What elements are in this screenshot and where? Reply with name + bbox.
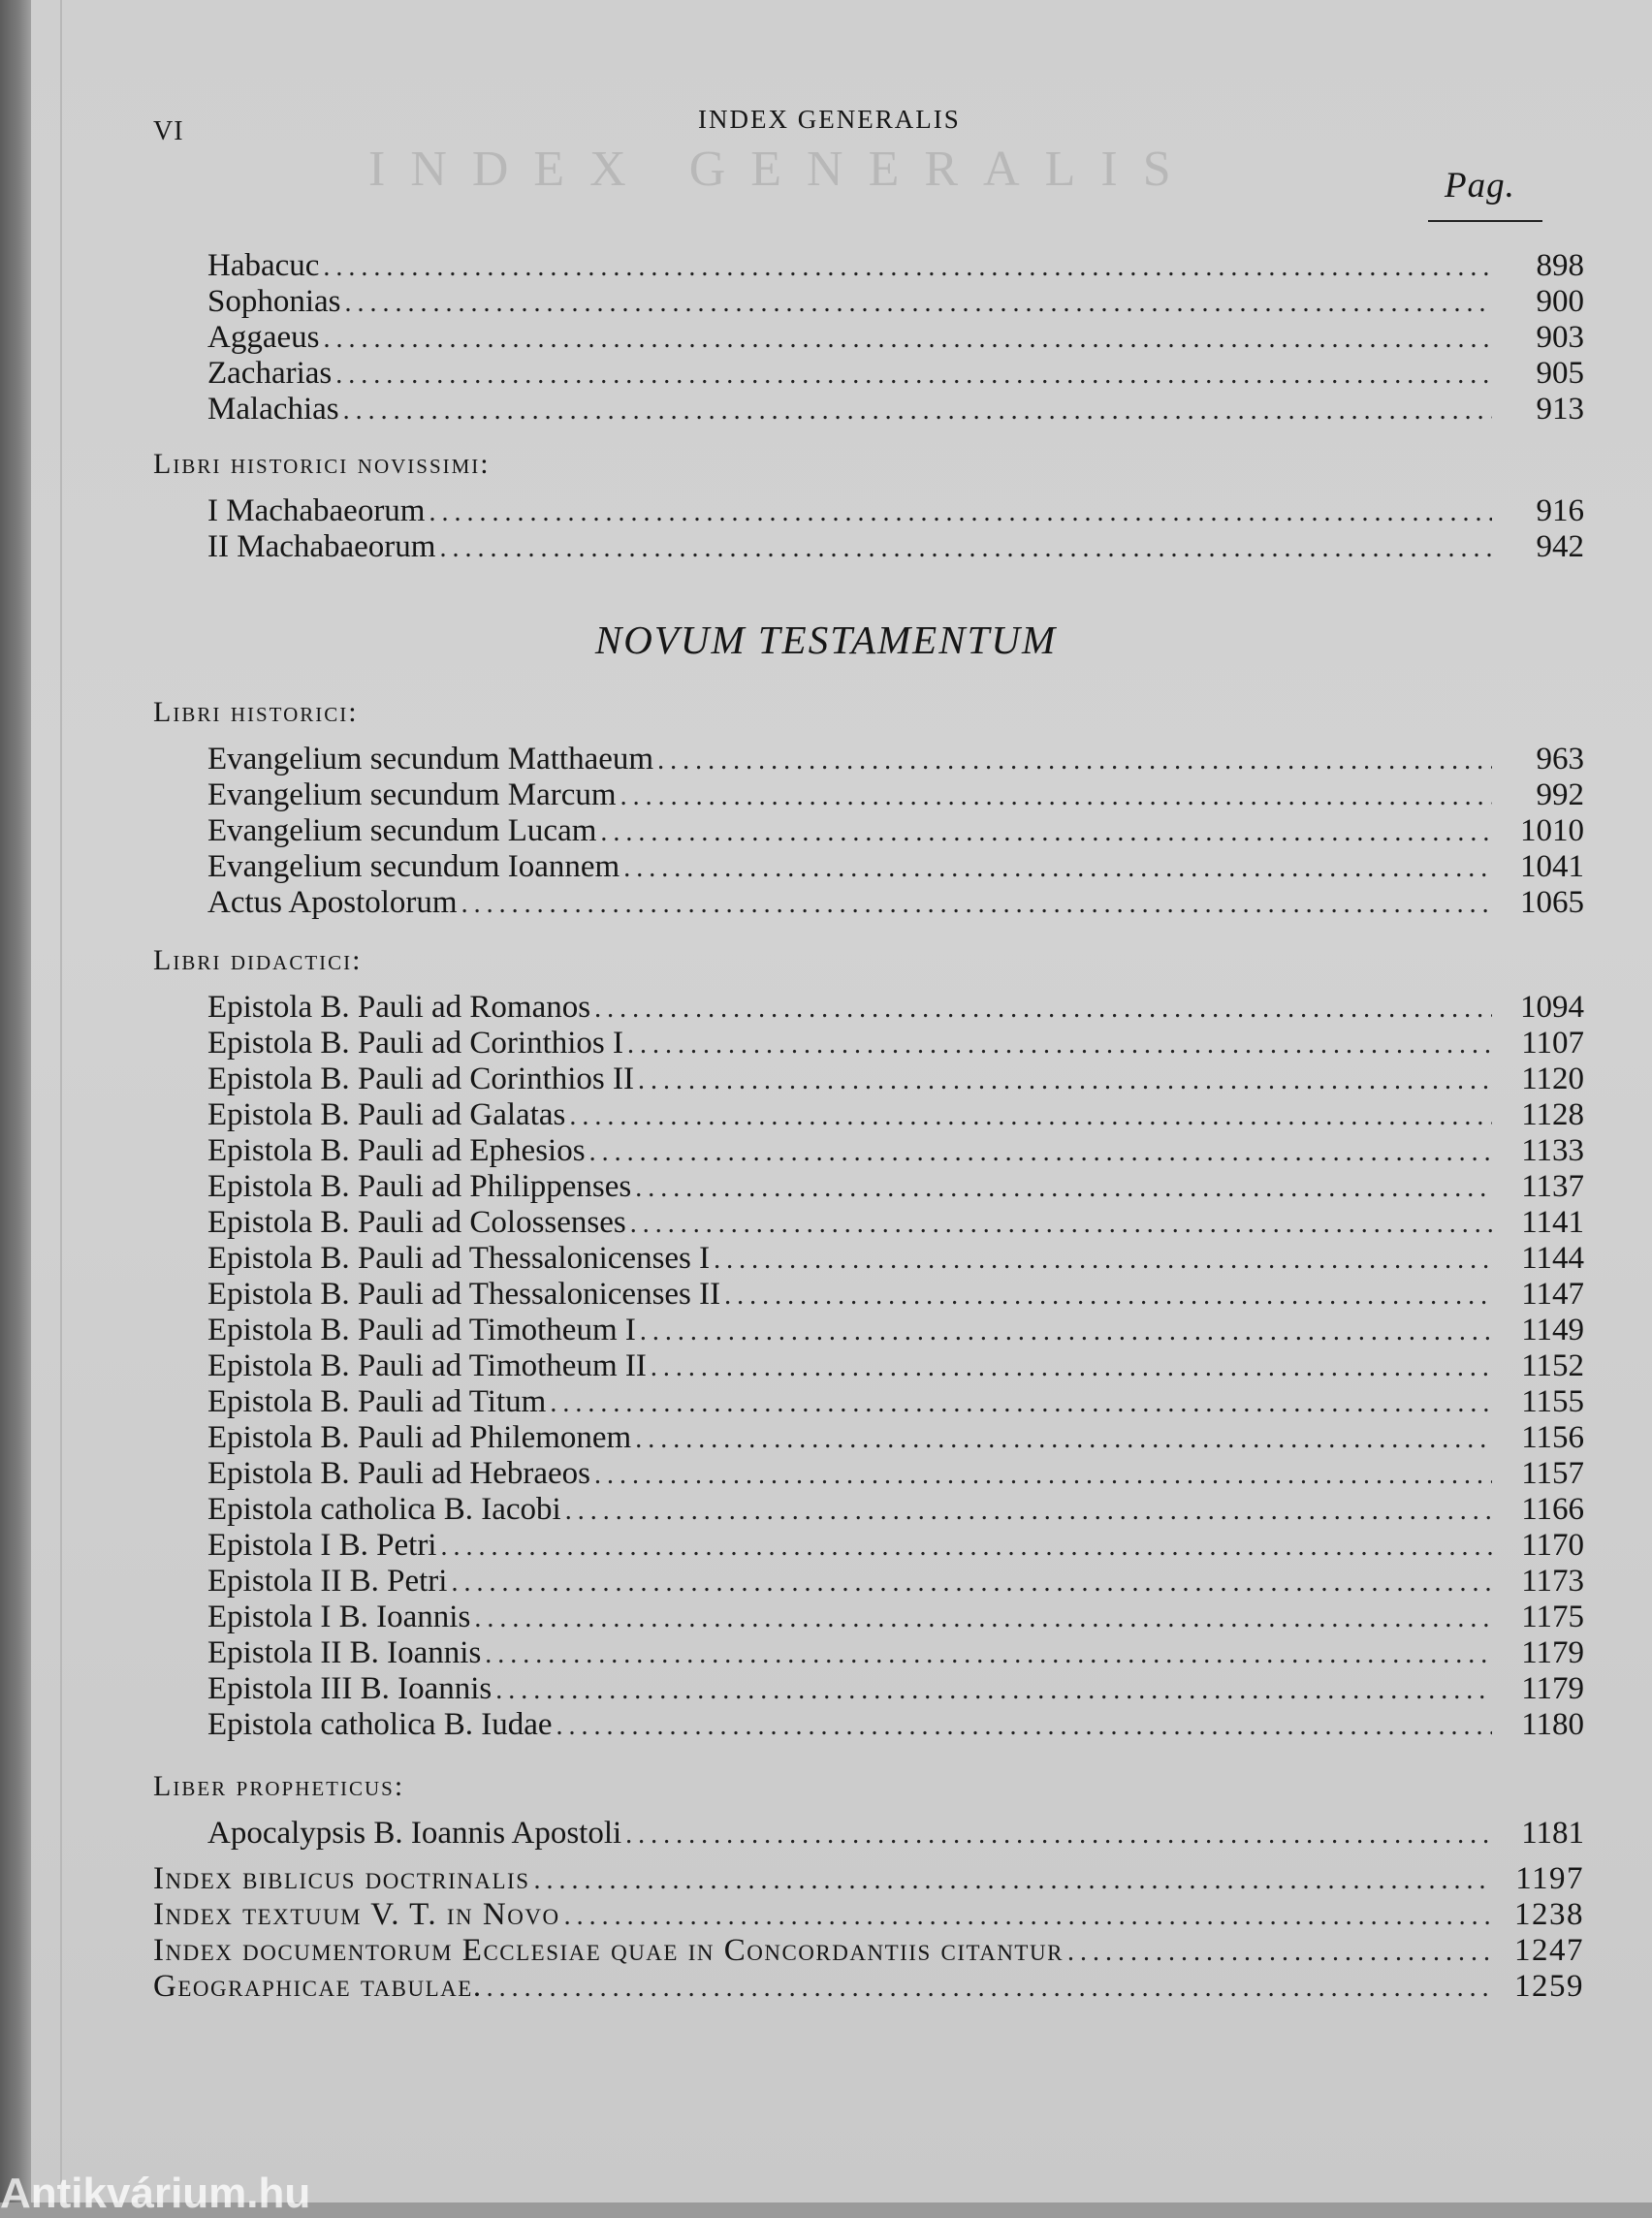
toc-entry[interactable]: [207, 391, 1584, 428]
toc-entry-page: 1179: [1521, 1671, 1584, 1706]
toc-entry[interactable]: [207, 1706, 1584, 1743]
toc-entry[interactable]: [207, 1276, 1584, 1313]
toc-entry-label: Geographicae tabulae.: [153, 1969, 483, 2004]
toc-entry[interactable]: [207, 848, 1584, 885]
dot-leader: [594, 991, 1492, 1028]
toc-entry-page: 1094: [1520, 990, 1584, 1025]
toc-entry-label: Epistola B. Pauli ad Philemonem: [207, 1420, 632, 1455]
dot-leader: [569, 1098, 1492, 1135]
dot-leader: [461, 886, 1492, 923]
toc-entry-page: 1173: [1521, 1564, 1584, 1599]
toc-entry-page: 1065: [1520, 885, 1584, 920]
dot-leader: [589, 1134, 1492, 1171]
novum-testamentum-title: NOVUM TESTAMENTUM: [594, 618, 1058, 662]
dot-leader: [714, 1242, 1492, 1279]
toc-entry-page: 905: [1536, 356, 1584, 391]
running-head: INDEX GENERALIS: [698, 105, 961, 134]
toc-entry[interactable]: [207, 776, 1584, 813]
bleed-through-title: INDEX GENERALIS: [368, 142, 1196, 197]
toc-entry-label: Epistola B. Pauli ad Thessalonicenses I: [207, 1241, 711, 1276]
toc-entry-page: 1179: [1521, 1635, 1584, 1670]
dot-leader: [495, 1672, 1492, 1709]
toc-entry-page: 1120: [1521, 1061, 1584, 1096]
toc-entry-page: 1238: [1514, 1897, 1584, 1932]
pag-column-label: Pag.: [1445, 166, 1515, 206]
toc-index-entry[interactable]: [153, 1896, 1584, 1933]
dot-leader: [335, 357, 1492, 394]
toc-entry-label: Index textuum V. T. in Novo: [153, 1897, 560, 1932]
dot-leader: [623, 850, 1492, 887]
dot-leader: [487, 1970, 1492, 2007]
toc-entry[interactable]: [207, 1527, 1584, 1564]
toc-entry-label: II Machabaeorum: [207, 529, 436, 564]
toc-entry-page: 913: [1536, 392, 1584, 427]
toc-entry-page: 1041: [1520, 849, 1584, 884]
dot-leader: [635, 1421, 1492, 1458]
toc-index-entry[interactable]: [153, 1932, 1584, 1969]
toc-entry-label: Epistola B. Pauli ad Galatas: [207, 1097, 566, 1132]
toc-entry[interactable]: [207, 1670, 1584, 1707]
toc-entry-label: Evangelium secundum Matthaeum: [207, 742, 654, 776]
toc-entry-page: 1259: [1514, 1969, 1584, 2004]
toc-entry-label: Evangelium secundum Lucam: [207, 813, 597, 848]
toc-entry-label: Evangelium secundum Ioannem: [207, 849, 620, 884]
dot-leader: [565, 1493, 1492, 1530]
toc-entry[interactable]: [207, 1491, 1584, 1528]
toc-entry-label: Epistola B. Pauli ad Romanos: [207, 990, 591, 1025]
toc-entry[interactable]: [207, 1096, 1584, 1133]
dot-leader: [651, 1349, 1492, 1386]
toc-entry-label: Zacharias: [207, 356, 333, 391]
dot-leader: [550, 1385, 1492, 1422]
section-heading-historici: Libri historici:: [153, 696, 359, 728]
toc-entry-label: Sophonias: [207, 284, 341, 319]
toc-entry-label: Epistola II B. Ioannis: [207, 1635, 482, 1670]
toc-entry-label: Epistola B. Pauli ad Ephesios: [207, 1133, 586, 1168]
toc-entry[interactable]: [207, 1025, 1584, 1061]
toc-entry[interactable]: [207, 1634, 1584, 1671]
toc-entry-page: 1144: [1521, 1241, 1584, 1276]
toc-entry[interactable]: [207, 1061, 1584, 1097]
dot-leader: [620, 778, 1492, 815]
toc-entry-page: 1247: [1514, 1933, 1584, 1968]
watermark: Antikvárium.hu: [0, 2170, 311, 2217]
book-spine-shadow: [0, 0, 31, 2202]
toc-entry-label: Epistola B. Pauli ad Corinthios I: [207, 1026, 623, 1061]
dot-leader: [594, 1457, 1492, 1494]
toc-entry-label: Epistola B. Pauli ad Timotheum II: [207, 1348, 647, 1383]
toc-entry-label: Apocalypsis B. Ioannis Apostoli: [207, 1816, 622, 1851]
dot-leader: [439, 530, 1492, 567]
dot-leader: [657, 743, 1492, 779]
toc-entry[interactable]: [207, 1815, 1584, 1852]
toc-entry[interactable]: [207, 1347, 1584, 1384]
toc-entry-page: 1181: [1521, 1816, 1584, 1851]
toc-entry-label: Actus Apostolorum: [207, 885, 458, 920]
dot-leader: [440, 1529, 1492, 1566]
toc-entry-label: Epistola II B. Petri: [207, 1564, 448, 1599]
dot-leader: [630, 1206, 1492, 1243]
toc-entry[interactable]: [207, 247, 1584, 284]
toc-entry[interactable]: [207, 319, 1584, 356]
toc-entry-label: Index documentorum Ecclesiae quae in Concordantiis citantur: [153, 1933, 1064, 1968]
toc-entry[interactable]: [207, 492, 1584, 529]
toc-entry-label: Epistola B. Pauli ad Hebraeos: [207, 1456, 591, 1491]
toc-entry-label: Aggaeus: [207, 320, 320, 355]
toc-entry-page: 1156: [1521, 1420, 1584, 1455]
toc-entry[interactable]: [207, 989, 1584, 1026]
toc-entry-page: 1155: [1521, 1384, 1584, 1419]
toc-entry-page: 1149: [1521, 1313, 1584, 1347]
toc-entry-page: 1175: [1521, 1600, 1584, 1634]
dot-leader: [1067, 1934, 1492, 1971]
toc-entry-label: Epistola B. Pauli ad Thessalonicenses II: [207, 1277, 721, 1312]
toc-entry-label: Index biblicus doctrinalis: [153, 1861, 530, 1896]
dot-leader: [323, 249, 1492, 286]
toc-entry-page: 1147: [1521, 1277, 1584, 1312]
toc-entry-page: 1137: [1521, 1169, 1584, 1204]
toc-entry-label: Epistola B. Pauli ad Colossenses: [207, 1205, 626, 1240]
toc-entry-page: 1180: [1521, 1707, 1584, 1742]
toc-entry-label: Epistola I B. Petri: [207, 1528, 437, 1563]
toc-entry-page: 916: [1536, 493, 1584, 528]
section-heading-propheticus: Liber propheticus:: [153, 1770, 405, 1802]
toc-entry[interactable]: [207, 741, 1584, 777]
toc-entry[interactable]: [207, 528, 1584, 565]
toc-entry[interactable]: [207, 1132, 1584, 1169]
dot-leader: [534, 1862, 1493, 1899]
toc-entry[interactable]: [207, 355, 1584, 392]
toc-entry-label: I Machabaeorum: [207, 493, 426, 528]
toc-entry-page: 942: [1536, 529, 1584, 564]
toc-entry-label: Evangelium secundum Marcum: [207, 777, 617, 812]
dot-leader: [638, 1062, 1492, 1099]
toc-entry-page: 900: [1536, 284, 1584, 319]
toc-entry-page: 1197: [1515, 1861, 1584, 1896]
dot-leader: [556, 1708, 1492, 1745]
page-number: VI: [153, 116, 184, 146]
toc-entry-label: Epistola B. Pauli ad Corinthios II: [207, 1061, 634, 1096]
dot-leader: [474, 1600, 1492, 1637]
toc-entry-label: Epistola I B. Ioannis: [207, 1600, 471, 1634]
toc-entry-label: Epistola B. Pauli ad Timotheum I: [207, 1313, 636, 1347]
toc-entry[interactable]: [207, 884, 1584, 921]
dot-leader: [451, 1565, 1492, 1601]
toc-entry[interactable]: [207, 1563, 1584, 1600]
toc-entry-page: 1170: [1521, 1528, 1584, 1563]
toc-entry-page: 1010: [1520, 813, 1584, 848]
toc-entry-label: Epistola B. Pauli ad Titum: [207, 1384, 547, 1419]
toc-entry-label: Epistola catholica B. Iudae: [207, 1707, 553, 1742]
toc-entry[interactable]: [207, 1383, 1584, 1420]
section-heading-historici-novissimi: Libri historici novissimi:: [153, 448, 491, 480]
dot-leader: [627, 1027, 1492, 1063]
dot-leader: [640, 1314, 1492, 1350]
toc-entry[interactable]: [207, 1168, 1584, 1205]
dot-leader: [485, 1636, 1492, 1673]
toc-index-entry[interactable]: [153, 1860, 1584, 1897]
toc-entry[interactable]: [207, 1419, 1584, 1456]
toc-entry-page: 1141: [1521, 1205, 1584, 1240]
toc-entry-label: Habacuc: [207, 248, 320, 283]
toc-entry-label: Epistola catholica B. Iacobi: [207, 1492, 561, 1527]
toc-entry-page: 1128: [1521, 1097, 1584, 1132]
dot-leader: [635, 1170, 1492, 1207]
toc-entry-page: 898: [1536, 248, 1584, 283]
toc-entry-label: Epistola III B. Ioannis: [207, 1671, 492, 1706]
toc-entry[interactable]: [207, 1599, 1584, 1635]
dot-leader: [625, 1817, 1492, 1854]
toc-entry[interactable]: [207, 1455, 1584, 1492]
dot-leader: [564, 1898, 1492, 1935]
toc-entry-page: 1157: [1521, 1456, 1584, 1491]
dot-leader: [345, 285, 1492, 322]
section-heading-didactici: Libri didactici:: [153, 944, 363, 976]
toc-entry-page: 992: [1536, 777, 1584, 812]
dot-leader: [429, 494, 1492, 531]
toc-entry[interactable]: [207, 1312, 1584, 1348]
toc-entry[interactable]: [207, 1240, 1584, 1277]
toc-entry[interactable]: [207, 812, 1584, 849]
toc-entry-page: 903: [1536, 320, 1584, 355]
toc-entry[interactable]: [207, 283, 1584, 320]
toc-entry-page: 1107: [1521, 1026, 1584, 1061]
dot-leader: [343, 393, 1492, 429]
dot-leader: [724, 1278, 1492, 1315]
toc-entry-page: 963: [1536, 742, 1584, 776]
toc-entry-page: 1133: [1521, 1133, 1584, 1168]
pag-column-rule: [1428, 220, 1542, 222]
toc-entry[interactable]: [207, 1204, 1584, 1241]
dot-leader: [600, 814, 1492, 851]
toc-entry-page: 1152: [1521, 1348, 1584, 1383]
dot-leader: [323, 321, 1492, 358]
toc-entry-page: 1166: [1521, 1492, 1584, 1527]
toc-entry-label: Malachias: [207, 392, 339, 427]
toc-index-entry[interactable]: [153, 1968, 1584, 2005]
toc-entry-label: Epistola B. Pauli ad Philippenses: [207, 1169, 632, 1204]
